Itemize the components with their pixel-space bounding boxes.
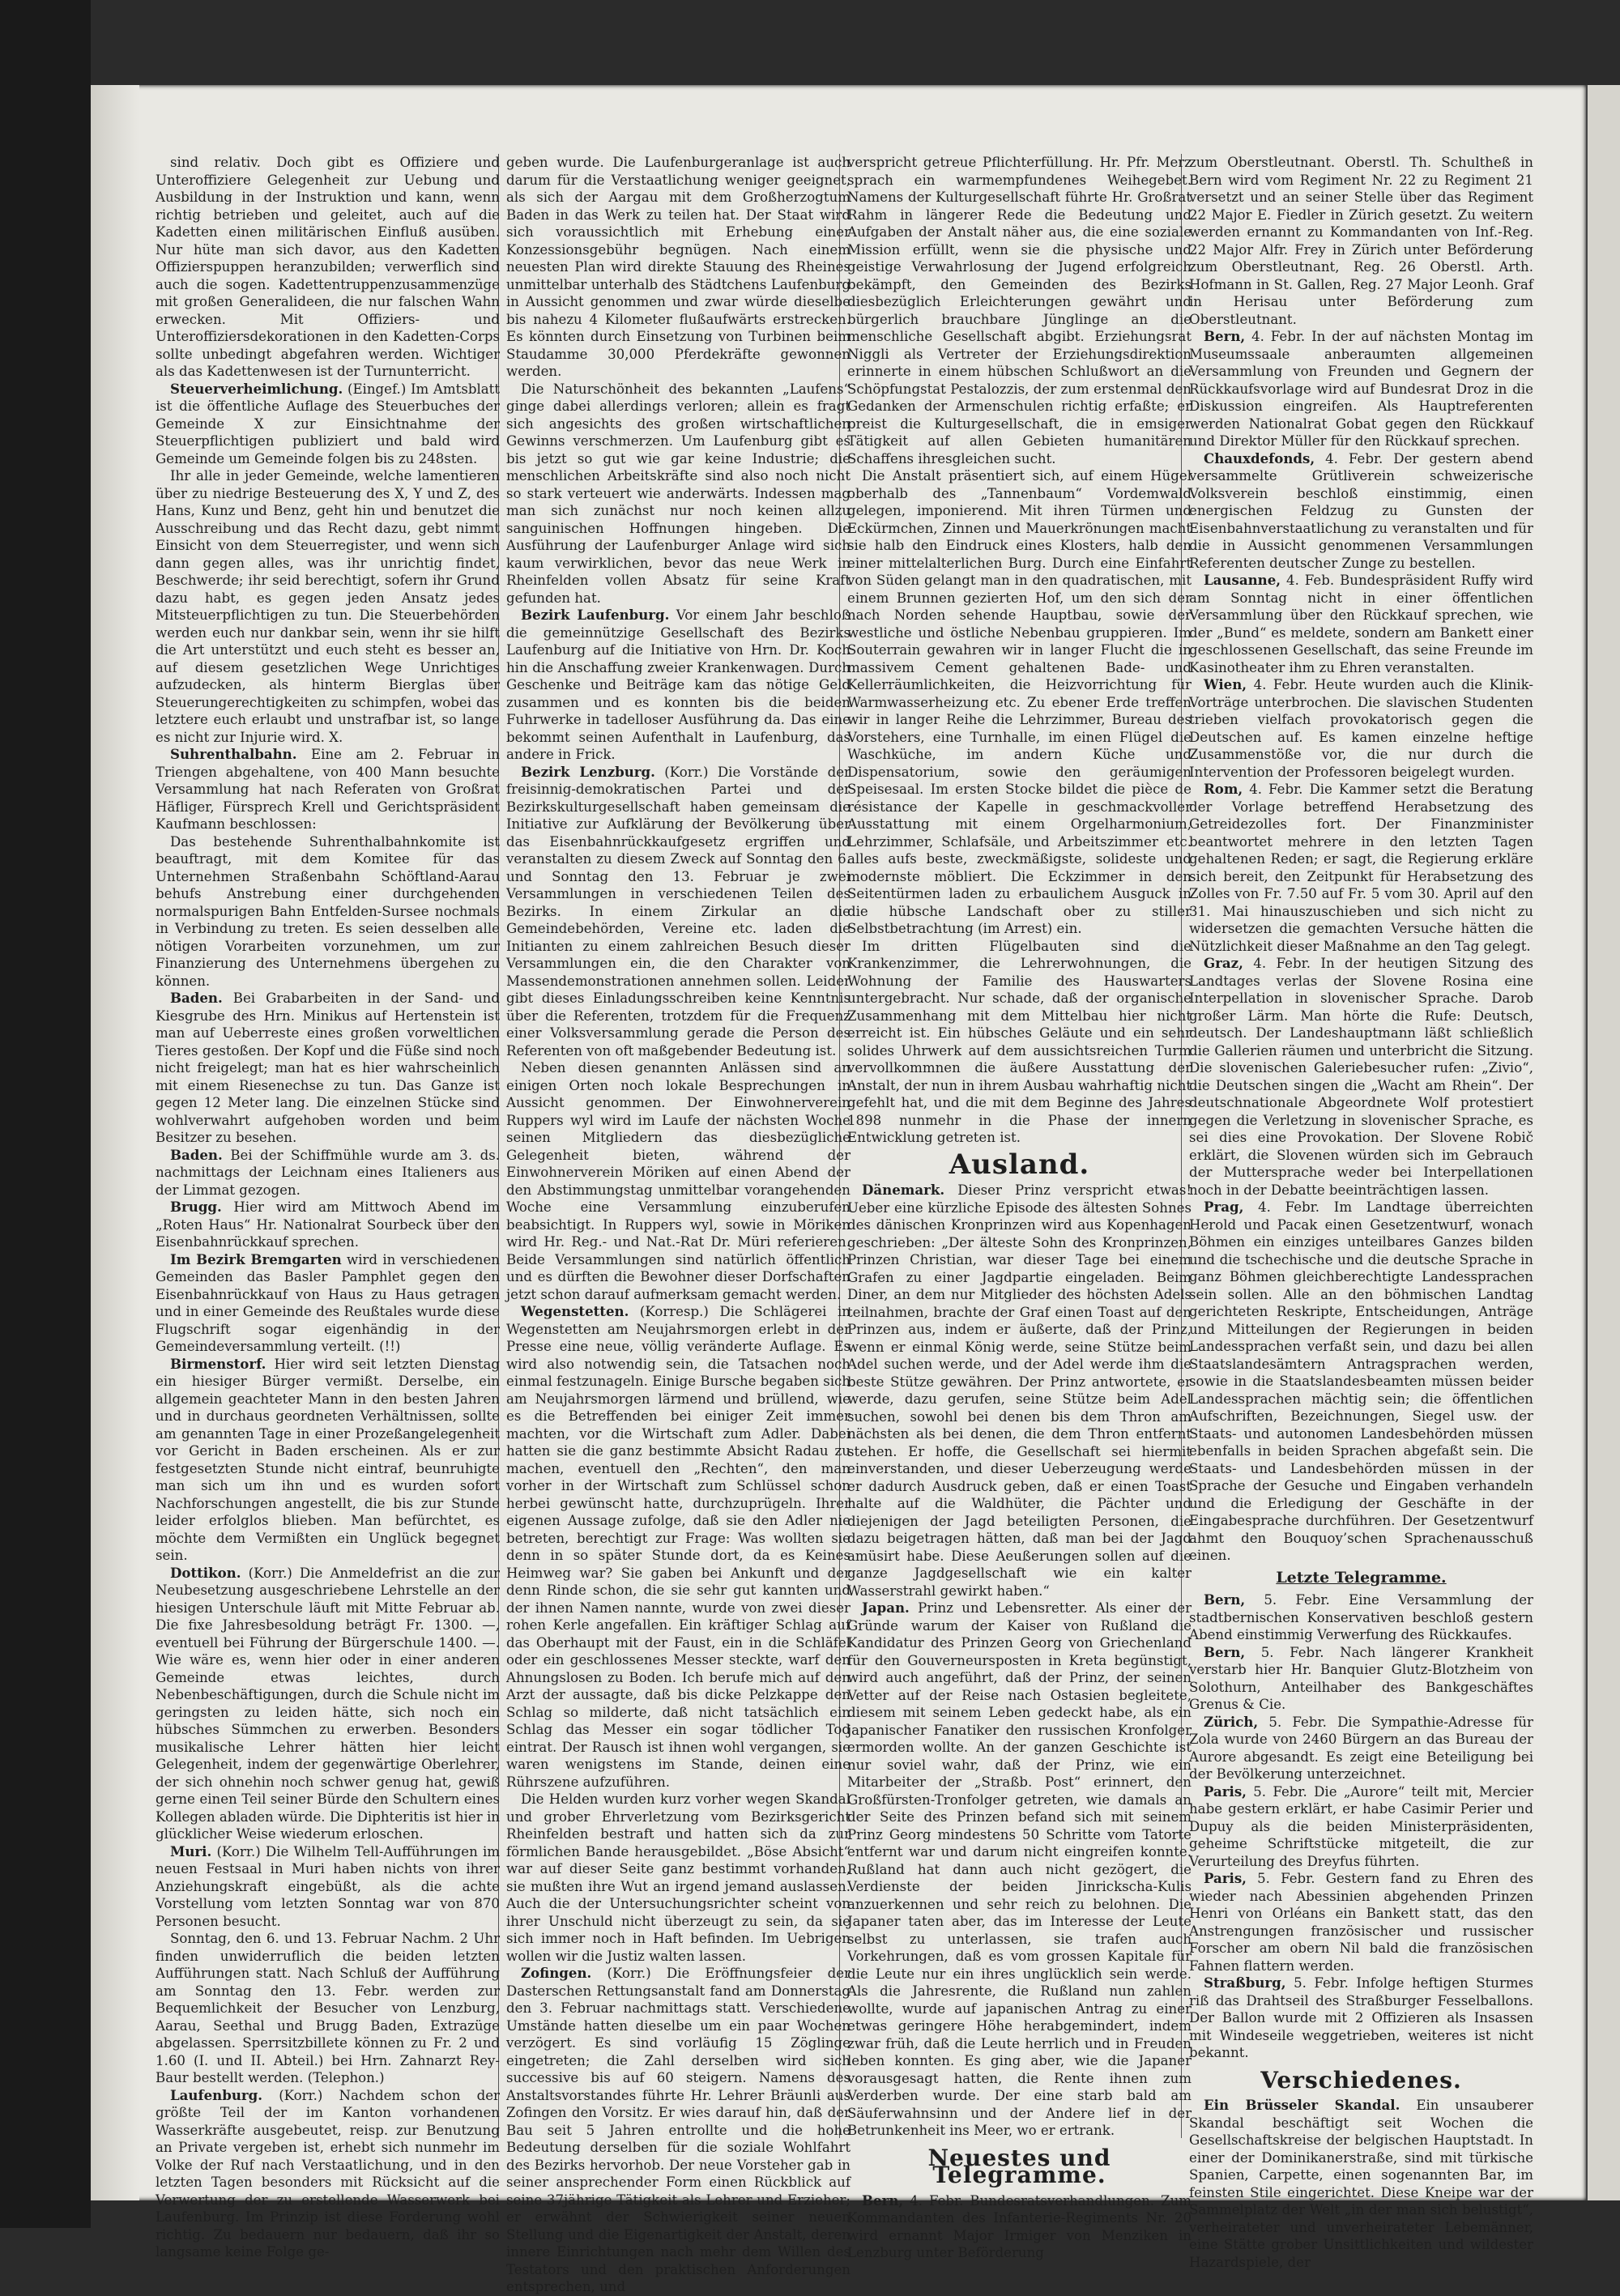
article-heading: Bezirk Laufenburg. — [521, 607, 670, 623]
article-text: 4. Febr. In der heutigen Sitzung des Landtages verlas der Slovene Rosina eine Interpellation in slovenischer Sprache. Darob großer Lärm. Man hörte die Rufe: Deutsch, deutsch. Der Landeshauptmann läßt schließlich die Gallerien räumen und unterbricht die Sitzung. Die slovenischen Galeriebesucher rufen: „Zivio“, die Deutschen singen die „Wacht am Rhein“. Der deutschnationale Abgeordnete Wolf protestiert gegen die Verletzung in slovenischer Sprache, es sei dies eine Provokation. Der Slovene Robič erklärt, die Slovenen würden sich im Gebrauch der Muttersprache weder bei Interpellationen noch in der Debatte beeinträchtigen lassen. — [1189, 956, 1533, 1198]
article-heading: Baden. — [170, 990, 223, 1006]
article-paragraph: verspricht getreue Pflichterfüllung. Hr. Pfr. Merz sprach ein warmempfundenes Weihegebet. Namens der Kulturgesellschaft führte Hr. Großrat Rahm in längerer Rede die Bedeutung und Aufgaben der Anstalt näher aus, die eine soziale Mission erfüllt, wenn sie die physische und geistige Verwahrlosung der Jugend erfolgreich bekämpft, den Gemeinden des Bezirks diesbezüglich Erleichterungen gewährt und bürgerlich brauchbare Jünglinge an die menschliche Gesellschaft abgibt. Erziehungsrat Niggli als Vertreter der Erziehungsdirektion erinnerte in einem hübschen Schlußwort an die Schöpfungstat Pestalozzis, der zum erstenmal den Gedanken der Armenschulen richtig erfaßte; er preist die Kulturgesellschaft, die in emsiger Tätigkeit auf allen Gebieten humanitären Schaffens ihresgleichen sucht. — [847, 155, 1192, 466]
article-text: 4. Febr. In der auf nächsten Montag im Museumssaale anberaumten allgemeinen Versammlung von Freunden und Gegnern der Rückkaufsvorlage wird auf Bundesrat Droz in die Diskussion eingreifen. Als Hauptreferenten werden Nationalrat Gobat gegen den Rückkauf und Direktor Müller für den Rückkauf sprechen. — [1189, 329, 1533, 449]
article-heading: Japan. — [862, 1600, 910, 1616]
article-text: 4. Febr. Die Kammer setzt die Beratung der Vorlage betreffend Herabsetzung des Getreidezolles fort. Der Finanzminister beantwortet mehrere in den letzten Tagen gehaltenen Reden; er sagt, die Regierung erkläre sich bereit, den Zeitpunkt für Herabsetzung des Zolles von Fr. 7.50 auf Fr. 5 vom 30. April auf den 31. Mai hinauszuschieben und sich nicht zu widersetzen die gemachten Versuche hätten die Nützlichkeit dieser Maßnahme an den Tag gelegt. — [1189, 782, 1533, 954]
article-text: Bei Grabarbeiten in der Sand- und Kiesgrube des Hrn. Minikus auf Hertenstein ist man auf Ueberreste eines großen vorweltlichen Tieres gestoßen. Der Kopf und die Füße sind noch nicht freigelegt; man hat es hier wahrscheinlich mit einem Riesenechse zu tun. Das Ganze ist gegen 12 Meter lang. Die einzelnen Stücke sind wohlverwahrt aufgehoben worden und beim Besitzer zu besehen. — [156, 990, 500, 1145]
article-heading: Bern, — [1204, 1591, 1246, 1608]
article-text: 4. Febr. Bundesratsverhandlungen. Zum Kommandanten des Infanterie-Regiments Nr. 20 wird ernannt Major Irmiger von Menziken in Lenzburg unter Beförderung — [847, 2192, 1192, 2260]
column-3 — [847, 154, 1192, 2262]
article-text: 4. Febr. Im Landtage überreichten Herold und Pacak einen Gesetzentwurf, wonach Böhmen ein einziges unteilbares Ganzes bilden und die tschechische und die deutsche Sprache in ganz Böhmen gleichberechtigte Landessprachen sein sollen. Alle an den böhmischen Landtag gerichteten Reskripte, Entscheidungen, Anträge und Mitteilungen der Regierungen in beiden Landessprachen verfaßt sein, und dazu bei allen Staatslandesämtern Antragsprachen werden, sowie in die Staatslandesbeamten müssen beider Landessprachen mächtig sein; die öffentlichen Aufschriften, Bezeichnungen, Siegel usw. der Staats- und autonomen Landesbehörden müssen ebenfalls in beiden Sprachen abgefaßt sein. Die Staats- und Landesbehörden müssen in der Sprache der Gesuche und Eingaben verhandeln und die Erledigung der Geschäfte in der Eingabesprache durchführen. Der Gesetzentwurf ahmt den Bouquoy’schen Sprachenausschuß einen. — [1189, 1199, 1533, 1563]
article-heading: Wien, — [1204, 676, 1247, 692]
article-text: 5. Febr. Infolge heftigen Sturmes riß das Drahtseil des Straßburger Fesselballons. Der Ballon wurde mit 2 Offizieren als Insassen mit Windeseile weggetrieben, weiteres ist nicht bekannt. — [1189, 1975, 1533, 2060]
article-text: 5. Febr. Gestern fand zu Ehren des wieder nach Abessinien abgehenden Prinzen Henri von Orléans ein Bankett statt, das den Anstrengungen französischer und russischer Forscher am obern Nil bald die französischen Fahnen flattern werden. — [1189, 1871, 1533, 1974]
article-heading: Graz, — [1204, 955, 1243, 971]
article-heading: Steuerverheimlichung. — [170, 380, 343, 397]
article-text: (Korr.) Nachdem schon der größte Teil der im Kanton vorhandenen Wasserkräfte ausgebeutet, reisp. zur Benutzung an Private vergeben ist, erhebt sich nunmehr im Volke der Ruf nach Verstaatlichung, und in den letzten Tagen besonders mit Rücksicht auf die Verwertung der zu erstellende Wasserwerk bei Laufenburg. Im Prinzip ist diese Forderung wohl richtig. Zu bedauern nur bedauern, daß ihr so langsame keine Folge ge- — [156, 2087, 500, 2260]
article-text: (Korr.) Die Anmeldefrist an die zur Neubesetzung ausgeschriebene Lehrstelle an der hiesigen Unterschule läuft mit Mitte Februar ab. Die fixe Jahresbesoldung beträgt Fr. 1300. —, eventuell bei Führung der Bürgerschule 1400. —. Wie wäre es, wenn hier oder in einer anderen Gemeinde etwas leichtes, durch Nebenbeschäftigungen, durch die Schule nicht im geringsten zu leiden hätte, sich noch ein hübsches Sümmchen zu erwerben. Besonders musikalische Lehrer hätten hier leicht Gelegenheit, indem der gegenwärtige Oberlehrer, der sich ohnehin noch schwer genug hat, gewiß gerne einen Teil seiner Bürde den Schultern eines Kollegen abladen würde. Die Diphteritis ist hier in glücklicher Weise wiederum erloschen. — [156, 1565, 500, 1842]
article-heading: Bezirk Lenzburg. — [521, 763, 655, 780]
article-text: 4. Febr. Heute wurden auch die Klinik-Vorträge unterbrochen. Die slavischen Studenten trieben vielfach provokatorisch gegen die Deutschen auf. Es kamen einzelne heftige Zusammenstöße vor, die nur durch die Intervention der Professoren beigelegt wurden. — [1189, 677, 1533, 780]
article-paragraph: zum Oberstleutnant. Oberstl. Th. Schultheß in Bern wird vom Regiment Nr. 22 zu Regiment 21 versetzt und an seiner Stelle über das Regiment 22 Major E. Fiedler in Zürich gesetzt. Zu weitern werden ernannt zu Kommandanten von Inf.-Reg. 22 Major Alfr. Frey in Zürich unter Beförderung zum Oberstleutnant, Reg. 26 Oberstl. Arth. Hofmann in St. Gallen, Reg. 27 Major Leonh. Graf in Herisau unter Beförderung zum Oberstleutnant. — [1189, 155, 1533, 327]
article-text: Eine am 2. Februar in Triengen abgehaltene, von 400 Mann besuchte Versammlung hat nach Referaten von Großrat Häfliger, Fürsprech Krell und Gerichtspräsident Kaufmann beschlossen: — [156, 747, 500, 832]
column-1 — [156, 154, 500, 2261]
article-paragraph: Im dritten Flügelbauten sind die Krankenzimmer, die Lehrerwohnungen, die Wohnung der Familie des Hauswarters untergebracht. Nur schade, daß der organische Zusammenhang mit dem Mittelbau hier nicht erreicht ist. Ein hübsches Geläute und ein sehr solides Uhrwerk auf dem aussichtsreichen Turm vervollkommnen die äußere Ausstattung der Anstalt, der nun in ihrem Ausbau wahrhaftig nicht gefehlt hat, und die mit dem Beginne des Jahres 1898 nunmehr in die Phase der innern Entwicklung getreten ist. — [847, 938, 1192, 1145]
article-heading: Suhrenthalbahn. — [170, 746, 297, 762]
article-heading: Paris, — [1204, 1783, 1247, 1800]
article-heading: Lausanne, — [1204, 572, 1281, 588]
article-text: (Korr.) Die Vorstände der freisinnig-demokratischen Partei und der Bezirkskulturgesellschaft haben gemeinsam die Initiative zur Aufklärung der Bevölkerung über das Eisenbahnrückkaufgesetz ergriffen und veranstalten zu diesem Zweck auf Sonntag den 6. und Sonntag den 13. Februar je zwei Versammlungen in verschiedenen Teilen des Bezirks. In einem Zirkular an die Gemeindebehörden, Vereine etc. laden die Initianten zu einem zahlreichen Besuch dieser Versammlungen ein, die den Charakter von Massendemonstrationen annehmen sollen. Leider gibt dieses Einladungsschreiben keine Kenntnis über die Referenten, trotzdem für die Frequenz einer Volksversammlung gerade die Person des Referenten von oft maßgebender Bedeutung ist. — [506, 764, 850, 1059]
section-title-verschiedenes: Verschiedenes. — [1260, 2066, 1462, 2094]
article-heading: Paris, — [1204, 1870, 1247, 1886]
article-paragraph: Das bestehende Suhrenthalbahnkomite ist beauftragt, mit dem Komitee für das Unternehmen Straßenbahn Schöftland-Aarau behufs Anstrebung einer durchgehenden normalspurigen Bahn Entfelden-Sursee nochmals in Verbindung zu treten. Es seien desselben alle nötigen Vorarbeiten vorzunehmen, um zur Finanzierung des Unternehmens übergehen zu können. — [156, 833, 500, 989]
scanner-margin — [0, 0, 91, 2228]
article-paragraph: geben wurde. Die Laufenburgeranlage ist auch darum für die Verstaatlichung weniger geeignet, als sich der Aargau mit dem Großherzogtum Baden in das Werk zu teilen hat. Der Staat wird sich voraussichtlich mit Erhebung einer Konzessionsgebühr begnügen. Nach einem neuesten Plan wird direkte Stauung des Rheines unmittelbar unterhalb des Städtchens Laufenburg in Aussicht genommen und zwar würde dieselbe bis nahezu 4 Kilometer flußaufwärts erstrecken. Es könnten durch Einsetzung von Turbinen beim Staudamme 30,000 Pferdekräfte gewonnen werden. — [506, 155, 850, 379]
article-heading: Zofingen. — [521, 1965, 592, 1981]
article-text: 4. Feb. Bundespräsident Ruffy wird am Sonntag nicht in einer öffentlichen Versammlung über den Rückkauf sprechen, wie der „Bund“ es meldete, sondern am Bankett einer geschlossenen Gesellschaft, das seine Freunde im Kasinotheater ihm zu Ehren veranstalten. — [1189, 573, 1533, 675]
article-paragraph: Die Naturschönheit des bekannten „Laufens“ ginge dabei allerdings verloren; allein es fragt sich angesichts des großen wirtschaftlichen Gewinns verschmerzen. Um Laufenburg gibt es bis jetzt so gut wie gar keine Industrie; die menschlichen Arbeitskräfte sind also noch nicht so stark verteuert wie anderwärts. Indessen mag man sich zunächst nur noch keinen allzu sanguinischen Hoffnungen hingeben. Die Ausführung der Laufenburger Anlage wird sich kaum verwirklichen, bevor das neue Werk in Rheinfelden vollen Absatz für seine Kraft gefunden hat. — [506, 381, 850, 606]
article-text: 4. Febr. Der gestern abend versammelte Grütliverein schweizerische Volksverein beschloß einstimmig, einen energischen Feldzug zu Gunsten der Eisenbahnverstaatlichung zu veranstalten und für die in Aussicht genommenen Versammlungen Referenten deutscher Zunge zu bestellen. — [1189, 450, 1533, 571]
article-heading: Brugg. — [170, 1199, 222, 1215]
article-heading: Bern, — [862, 2192, 904, 2209]
article-text: 5. Febr. Die Sympathie-Adresse für Zola wurde von 2460 Bürgern an das Bureau der Aurore abgesandt. Es zeigt eine Beteiligung bei der Bevölkerung unterzeichnet. — [1189, 1714, 1533, 1782]
article-heading: Wegenstetten. — [521, 1303, 629, 1319]
article-paragraph: Die Helden wurden kurz vorher wegen Skandal und grober Ehrverletzung vom Bezirksgericht Rheinfelden bestraft und hatten sich da zur förmlichen Bande herausgebildet. „Böse Absicht“ war auf dieser Seite ganz bestimmt vorhanden, sie mußten ihre Wut an irgend jemand auslassen. Auch die der Untersuchungsrichter scheint von ihrer Unschuld nicht überzeugt zu sein, da sie sich immer noch in Haft befinden. Im Uebrigen wollen wir die Justiz walten lassen. — [506, 1791, 850, 1964]
article-paragraph: Die Anstalt präsentiert sich, auf einem Hügel oberhalb des „Tannenbaum“ Vordemwald gelegen, imponierend. Mit ihren Türmen und Eckürmchen, Zinnen und Mauerkrönungen macht sie halb den Eindruck eines Klosters, halb den einer mittelalterlichen Burg. Durch eine Einfahrt von Süden gelangt man in den quadratischen, mit einem Brunnen gezierten Hof, um den sich der nach Norden sehende Hauptbau, sowie der westliche und östliche Nebenbau gruppieren. Im Souterrain gewahren wir in langer Flucht die in massivem Cement gehaltenen Bade- und Kellerräumlichkeiten, die Heizvorrichtung für Warmwasserheizung etc. Zu ebener Erde treffen wir in langer Reihe die Lehrzimmer, Bureau des Vorstehers, eine Turnhalle, im einen Flügel die Waschküche, im andern Küche und Dispensatorium, sowie den geräumigen Speisesaal. Im ersten Stocke bildet die pièce de résistance der Kapelle in geschmackvoller Ausstattung mit einem Orgelharmonium, Lehrzimmer, Schlafsäle, und Arbeitszimmer etc. alles aufs beste, zweckmäßigste, solideste und modernste möbliert. Die Eckzimmer in den Seitentürmen laden zu erbaulichem Ausguck in die hübsche Landschaft ober zu stiller Selbstbetrachtung (im Arrest) ein. — [847, 468, 1192, 936]
article-text: Hier wird am Mittwoch Abend im „Roten Haus“ Hr. Nationalrat Sourbeck über den Eisenbahnrückkauf sprechen. — [156, 1199, 500, 1250]
article-heading: Im Bezirk Bremgarten — [170, 1250, 342, 1267]
section-title-letzte-telegramme: Letzte Telegramme. — [1276, 1568, 1447, 1587]
article-text: Hier wird seit letzten Dienstag ein hiesiger Bürger vermißt. Derselbe, ein allgemein geachteter Mann in den besten Jahren und in durchaus geordneten Verhältnissen, sollte am genannten Tage in einer Prozeßangelegenheit vor Gericht in Baden erscheinen. Als er zur festgesetzten Stunde nicht eintraf, beunruhigte man sich um ihn und es wurden sofort Nachforschungen angestellt, die bis zur Stunde leider erfolglos blieben. Man befürchtet, es möchte dem Vermißten ein Unglück begegnet sein. — [156, 1356, 500, 1563]
article-text: wird in verschiedenen Gemeinden das Basler Pamphlet gegen den Eisenbahnrückkauf von Haus zu Haus getragen und in einer Gemeinde des Reußtales wurde diese Flugschrift sogar eigenhändig in der Gemeindeversammlung verteilt. (!!) — [156, 1251, 500, 1354]
article-heading: Bern, — [1204, 328, 1246, 344]
article-paragraph: Sonntag, den 6. und 13. Februar Nachm. 2 Uhr finden unwiderruflich die beiden letzten Aufführungen statt. Nach Schluß der Aufführung am Sonntag den 13. Febr. werden zur Bequemlichkeit der Besucher von Lenzburg, Aarau, Seethal und Brugg Baden, Extrazüge abgelassen. Sperrsitzbillete können zu Fr. 2 und 1.60 (I. und II. Abteil.) bei Hrn. Zahnarzt Rey-Baur bestellt werden. (Telephon.) — [156, 1931, 500, 2085]
adjacent-page-edge — [1586, 85, 1620, 2200]
article-heading: Muri. — [170, 1842, 212, 1859]
article-heading: Chauxdefonds, — [1204, 449, 1315, 466]
article-heading: Dänemark. — [862, 1182, 945, 1198]
article-text: Ein unsauberer Skandal beschäftigt seit Wochen die Gesellschaftskreise der belgischen Hauptstadt. In einer der Dominikanerstraße, sind mit türkische Spanien, Carpette, einen sogenannten Bar, im feinsten Stile eingerichtet. Diese Kneipe war der Sammelplatz der Welt „in der man sich belustigt“, verheirateter und unverheirateter Lebemänner, eine Stätte grober Unsittlichkeiten und wildester Hazardspiele, der — [1189, 2098, 1533, 2270]
article-paragraph: sind relativ. Doch gibt es Offiziere und Unteroffiziere Gelegenheit zur Uebung und Ausbildung in der Instruktion und kann, wenn richtig betrieben und geleitet, auch auf die Kadetten einen militärischen Einfluß ausüben. Nur hüte man sich davor, aus den Kadetten Offizierspuppen heranzubilden; verwerflich sind auch die sogen. Kadettentruppenzusammenzüge mit großen Generalideen, die nur falschen Wahn erwecken. Mit Offiziers- und Unteroffiziersdekorationen in den Kadetten-Corps sollte unbedingt abgefahren werden. Wichtiger als das Kadettenwesen ist der Turnunterricht. — [156, 155, 500, 379]
article-text: Vor einem Jahr beschloß die gemeinnützige Gesellschaft des Bezirks Laufenburg auf die Initiative von Hrn. Dr. Koch hin die Anschaffung zweier Krankenwagen. Durch Geschenke und Beiträge kam das nötige Geld zusammen und es konnten bis die beiden Fuhrwerke in tadelloser Ausführung da. Das eine bekommt seinen Aufenthalt in Laufenburg, das andere in Frick. — [506, 607, 850, 762]
article-heading: Zürich, — [1204, 1713, 1259, 1730]
article-heading: Dottikon. — [170, 1564, 241, 1581]
article-heading: Rom, — [1204, 781, 1243, 797]
article-heading: Ein Brüsseler Skandal. — [1204, 2097, 1400, 2113]
column-4 — [1189, 154, 1533, 2271]
article-text: (Korr.) Die Wilhelm Tell-Aufführungen im neuen Festsaal in Muri haben nichts von ihrer Anziehungskraft eingebüßt, als die achte Vorstellung vom letzten Sonntag war von 870 Personen besucht. — [156, 1843, 501, 1929]
article-text: Dieser Prinz verspricht etwas! Ueber eine kürzliche Episode des ältesten Sohnes des dänischen Kronprinzen wird aus Kopenhagen geschrieben: „Der älteste Sohn des Kronprinzen, Prinzen Christian, war dieser Tage bei einem Grafen zu einer Jagdpartie eingeladen. Beim Diner, an dem nur Mitglieder des höchsten Adels teilnahmen, brachte der Graf einen Toast auf den Prinzen aus, indem er äußerte, daß der Prinz, wenn er einmal König werde, seine Stütze beim Adel suchen werde, und der Adel werde ihm die beste Stütze gewähren. Der Prinz antwortete, er werde, dazu gerufen, seine Stütze beim Adel suchen, sowohl bei denen bis dem Thron am nächsten als bei denen, die dem Thron entfernt stehen. Er hoffe, die Gesellschaft sei hiermit einverstanden, und dieser Ueberzeugung werde er dadurch Ausdruck geben, daß er einen Toast halte auf die Waldhüter, die Pächter und diejenigen der Jagd beteiligten Personen, die dazu beigetragen hätten, daß man bei der Jagd amüsirt habe. Diese Aeußerungen sollen auf die ganze Jagdgesellschaft wie ein kalter Wasserstrahl gewirkt haben.“ — [847, 1182, 1192, 1599]
article-text: (Korresp.) Die Schlägerei in Wegenstetten am Neujahrsmorgen erlebt in der Presse eine neue, völlig veränderte Auflage. Es wird also notwendig sein, die Tatsachen noch einmal festzunageln. Einige Bursche begaben sich am Neujahrsmorgen lärmend und brüllend, wie es die Betreffenden bei einiger Zeit immer machten, vor die Wirtschaft zum Adler. Dabei hatten sie die ganz bestimmte Absicht Radau zu machen, eventuell den „Rechten“, den man vorher in der Wirtschaft zum Schlüssel schon herbei gewünscht hatte, durchzuprügeln. Ihrer eigenen Aussage zufolge, daß sie den Adler nie betreten, berechtigt zur Frage: Was wollten sie denn in so später Stunde dort, da es Keines Heimweg war? Sie gaben bei Ankunft und der denn Rinde schon, die sie sehr gut kannten und der ihnen Namen nannte, wurde von zwei dieser rohen Kerle angefallen. Ein kräftiger Schlag auf das Oberhaupt mit der Faust, ein in die Schläfel oder ein geschlossenes Messer steckte, warf den Ahnungslosen zu Boden. Ich berufe mich auf den Arzt der aussagte, daß bis dicke Pelzkappe den Schlag so milderte, daß nicht tatsächlich ein Schlag das Messer ein sogar tödlicher Tod eintrat. Der Rausch ist ihnen wohl vergangen, sie waren wenigstens im Stande, deinen eine Rührszene aufzuführen. — [506, 1304, 850, 1790]
article-text: 5. Febr. Eine Versammlung der stadtbernischen Konservativen beschloß gestern Abend einstimmig Verwerfung des Rückkaufes. — [1189, 1592, 1533, 1642]
article-text: Bei der Schiffmühle wurde am 3. ds. nachmittags der Leichnam eines Italieners aus der Limmat gezogen. — [156, 1147, 500, 1198]
article-heading: Laufenburg. — [170, 2086, 263, 2103]
column-2 — [506, 154, 850, 2296]
article-paragraph: Ihr alle in jeder Gemeinde, welche lamentieren über zu niedrige Besteuerung des X, Y und Z, des Hans, Kunz und Benz, geht hin und benutzet die Ausschreibung und das Recht dazu, gebt nimmt Einsicht von dem Steuerregister, und wenn sich dann gegen alles, was ihr unrichtig findet, Beschwerde; ihr seid berechtigt, sofern ihr Grund dazu habt, es gegen jeden Ansatz jedes Mitsteuerpflichtigen zu tun. Die Steuerbehörden werden euch nur dankbar sein, wenn ihr sie hilft die Art unterstützt und euch steht es besser an, auf diesem gesetzlichen Wege Unrichtiges aufzudecken, als hinterm Bierglas über Steuerungerechtigkeiten zu schimpfen, wobei das letztere euch erlaubt und unstrafbar ist, so lange es nicht zur Injurie wird. X. — [156, 468, 500, 745]
article-text: 5. Febr. Nach längerer Krankheit verstarb hier Hr. Banquier Glutz-Blotzheim von Solothurn, Anteilhaber des Bankgeschäftes Grenus & Cie. — [1189, 1644, 1533, 1712]
article-heading: Prag, — [1204, 1199, 1244, 1215]
article-text: 5. Febr. Die „Aurore“ teilt mit, Mercier habe gestern erklärt, er habe Casimir Perier und Dupuy als die beiden Ministerpräsidenten, geheime Schriftstücke mitgeteilt, die zur Verurteilung des Dreyfus führten. — [1189, 1783, 1533, 1869]
section-title-telegramme: Neuestes und Telegramme. — [927, 2144, 1111, 2188]
page-binding-shadow — [91, 85, 139, 2200]
article-text: (Korr.) Die Eröffnungsfeier der Dasterschen Rettungsanstalt fand am Donnerstag den 3. Februar nachmittags statt. Verschiedene Umstände hatten dieselbe um ein paar Wochen verzögert. Es sind vorläufig 15 Zöglinge eingetreten; die Zahl derselben wird sich successive bis auf 60 steigern. Namens des Anstaltsvorstandes führte Hr. Lehrer Bräunli aus Zofingen den Vorsitz. Er wies darauf hin, daß der Bau seit 5 Jahren entrollte und die hohe Bedeutung derselben für die soziale Wohlfahrt des Bezirks hervorhob. Der neue Vorsteher gab in seiner ansprechender Form einen Rückblick auf seine 37jährige Tätigkeit als Lehrer und Erzieher; er erwähnt der Schwierigkeit seiner neuen Stellung und die Eigenartigkeit der Anstalt, deren innere Einrichtungen nach mehr dem Willen des Testators und den praktischen Anforderungen entsprechen, und — [506, 1966, 850, 2294]
article-paragraph: Neben diesen genannten Anlässen sind an einigen Orten noch lokale Besprechungen in Aussicht genommen. Der Einwohnerverein Ruppers wyl wird im Laufe der nächsten Woche seinen Mitgliedern das diesbezügliche Gelegenheit bieten, während der Einwohnerverein Möriken auf einen Abend der den Abstimmungstag unmittelbar vorangehenden Woche eine Versammlung einzuberufen beabsichtigt. In Ruppers wyl, sowie in Möriken wird Hr. Reg.- und Nat.-Rat Dr. Müri referieren. Beide Versammlungen sind natürlich öffentlich und es dürften die Bewohner dieser Dorfschaften jetzt schon darauf aufmerksam gemacht werden. — [506, 1060, 850, 1302]
article-heading: Birmenstorf. — [170, 1355, 266, 1372]
article-heading: Baden. — [170, 1146, 223, 1163]
article-heading: Bern, — [1204, 1643, 1246, 1660]
section-title-ausland: Ausland. — [949, 1148, 1090, 1181]
article-heading: Straßburg, — [1204, 1974, 1286, 1991]
article-text: Prinz und Lebensretter. Als einer der Gründe warum der Kaiser von Rußland die Kandidatur des Prinzen Georg von Griechenland für den Gouverneursposten in Kreta begünstigt, wird auch angeführt, daß der Prinz, der seinen Vetter auf der Reise nach Ostasien begleitete, diesem mit seinem Leben gedeckt habe, als ein japanischer Fanatiker den russischen Kronfolger ermorden wollte. An der ganzen Geschichte ist nur soviel wahr, daß der Prinz, wie ein Mitarbeiter der „Straßb. Post“ erinnert, den Großfürsten-Tronfolger getreten, wie damals an der Seite des Prinzen befand sich mit seinem Prinz Georg mindestens 50 Schritte vom Tatorte entfernt war und darum nicht eingreifen konnte. Rußland hat dann auch nicht gezögert, die Verdienste der beiden Jinrickscha-Kulis anzuerkennen und sehr reich zu belohnen. Die Japaner taten aber, das im Interesse der Leute selbst zu unterlassen, sie trafen auch Vorkehrungen, daß es vom grossen Kapitale für die Leute nur ein ihres unglücklich sein werde. Als die Jahresrente, die Rußland nun zahlen wollte, wurde auf japanischen Antrag zu einer etwas geringere Höhe herabgemindert, indem zwar früh, daß die Leute herrlich und in Freuden leben konnten. Es ging aber, wie die Japaner vorausgesagt hatten, die Rente ihnen zum Verderben wurde. Der eine starb bald am Säuferwahnsinn und der Andere lief in der Betrunkenheit ins Meer, wo er ertrank. — [847, 1600, 1192, 2138]
article-text: (Eingef.) Im Amtsblatt ist die öffentliche Auflage des Steuerbuches der Gemeinde X zur Einsichtnahme der Steuerpflichtigen publiziert und bald wird Gemeinde um Gemeinde folgen bis zu 248sten. — [156, 381, 500, 466]
